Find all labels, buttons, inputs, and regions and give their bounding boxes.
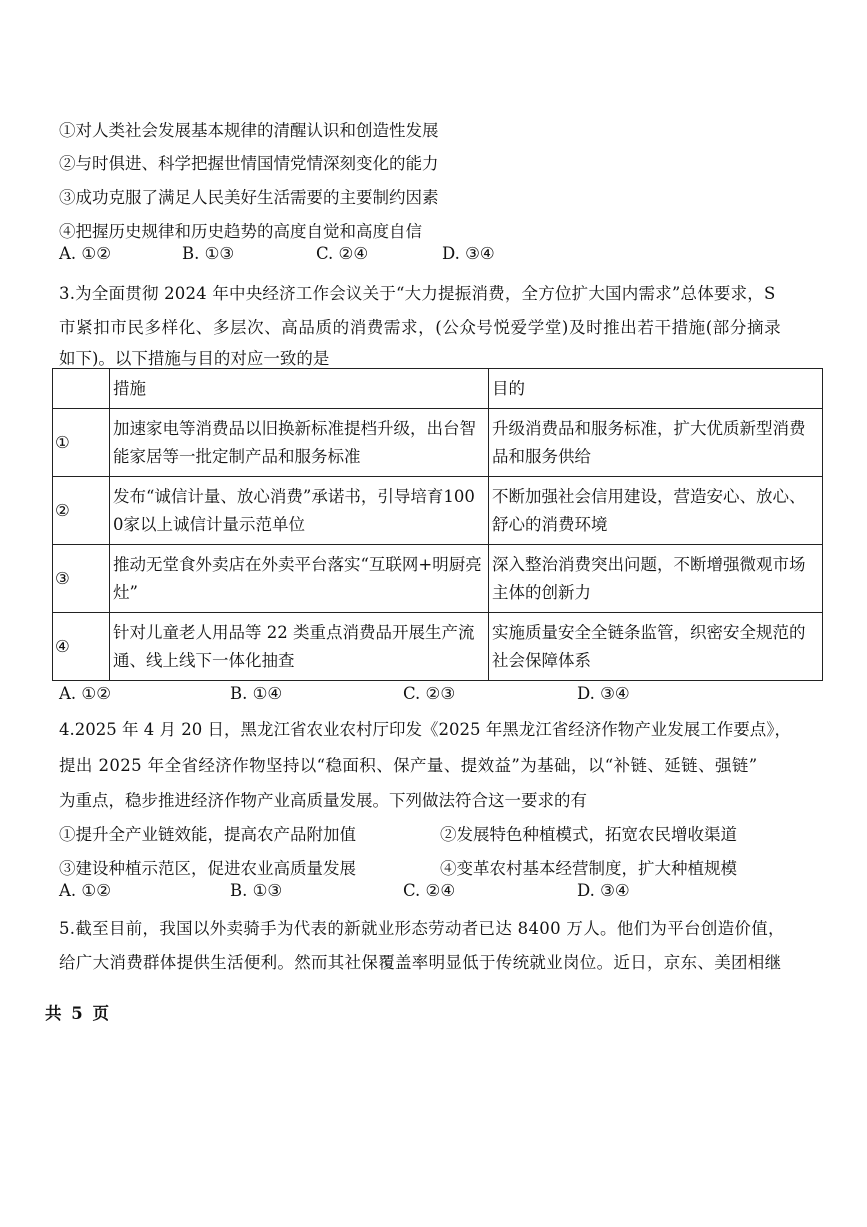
row-number: ① (53, 409, 110, 477)
q2-item-1: ①对人类社会发展基本规律的清醒认识和创造性发展 (59, 121, 439, 140)
purpose-cell: 升级消费品和服务标准，扩大优质新型消费品和服务供给 (489, 409, 823, 477)
measure-cell: 推动无堂食外卖店在外卖平台落实“互联网+明厨亮灶” (110, 545, 489, 613)
table-row (53, 545, 823, 613)
purpose-cell: 实施质量安全全链条监管，织密安全规范的社会保障体系 (489, 613, 823, 681)
table-header-purpose: 目的 (489, 369, 823, 409)
q2-option-d: D. ③④ (442, 244, 495, 263)
purpose-cell: 不断加强社会信用建设，营造安心、放心、舒心的消费环境 (489, 477, 823, 545)
q4-option-b: B. ①③ (230, 881, 283, 900)
table-header-row (53, 369, 823, 409)
table-row (53, 409, 823, 477)
measure-cell: 针对儿童老人用品等 22 类重点消费品开展生产流通、线上线下一体化抽查 (110, 613, 489, 681)
measure-cell: 加速家电等消费品以旧换新标准提档升级，出台智能家居等一批定制产品和服务标准 (110, 409, 489, 477)
table-header-measure: 措施 (110, 369, 489, 409)
table-header-blank (53, 369, 110, 409)
q3-stem-line-1: 3.为全面贯彻 2024 年中央经济工作会议关于“大力提振消费，全方位扩大国内需求”总体要求，S (59, 284, 776, 303)
q3-option-c: C. ②③ (403, 684, 456, 703)
q3-table (52, 368, 823, 681)
q4-item-2: ②发展特色种植模式，拓宽农民增收渠道 (440, 825, 737, 844)
q2-option-a: A. ①② (59, 244, 111, 263)
q2-option-c: C. ②④ (316, 244, 369, 263)
table-row (53, 477, 823, 545)
q4-stem-line-3: 为重点，稳步推进经济作物产业高质量发展。下列做法符合这一要求的有 (59, 791, 587, 810)
row-number: ② (53, 477, 110, 545)
q3-stem-line-3: 如下)。以下措施与目的对应一致的是 (59, 349, 330, 368)
row-number: ③ (53, 545, 110, 613)
q4-option-d: D. ③④ (577, 881, 630, 900)
q4-stem-line-1: 4.2025 年 4 月 20 日，黑龙江省农业农村厅印发《2025 年黑龙江省经济作物产业发展工作要点》， (59, 720, 791, 739)
q5-stem-line-2: 给广大消费群体提供生活便利。然而其社保覆盖率明显低于传统就业岗位。近日，京东、美团相继 (59, 953, 782, 972)
q5-stem-line-1: 5.截至目前，我国以外卖骑手为代表的新就业形态劳动者已达 8400 万人。他们为平台创造价值， (59, 919, 785, 938)
measure-cell: 发布“诚信计量、放心消费”承诺书，引导培育1000家以上诚信计量示范单位 (110, 477, 489, 545)
q2-option-b: B. ①③ (182, 244, 235, 263)
q2-item-2: ②与时俱进、科学把握世情国情党情深刻变化的能力 (59, 154, 439, 173)
q4-option-a: A. ①② (59, 881, 111, 900)
page-footer: 共 5 页 (45, 1004, 111, 1023)
q4-item-4: ④变革农村基本经营制度，扩大种植规模 (440, 859, 737, 878)
q3-option-a: A. ①② (59, 684, 111, 703)
q4-stem-line-2: 提出 2025 年全省经济作物坚持以“稳面积、保产量、提效益”为基础，以“补链、延链、强链” (59, 756, 758, 775)
q4-item-3: ③建设种植示范区，促进农业高质量发展 (59, 859, 356, 878)
q4-option-c: C. ②④ (403, 881, 456, 900)
row-number: ④ (53, 613, 110, 681)
q3-option-d: D. ③④ (577, 684, 630, 703)
table-row (53, 613, 823, 681)
purpose-cell: 深入整治消费突出问题，不断增强微观市场主体的创新力 (489, 545, 823, 613)
q2-item-3: ③成功克服了满足人民美好生活需要的主要制约因素 (59, 188, 439, 207)
q3-option-b: B. ①④ (230, 684, 283, 703)
q2-item-4: ④把握历史规律和历史趋势的高度自觉和高度自信 (59, 222, 422, 241)
q3-stem-line-2: 市紧扣市民多样化、多层次、高品质的消费需求，(公众号悦爱学堂)及时推出若干措施(部分摘录 (59, 318, 782, 337)
q4-item-1: ①提升全产业链效能，提高农产品附加值 (59, 825, 356, 844)
